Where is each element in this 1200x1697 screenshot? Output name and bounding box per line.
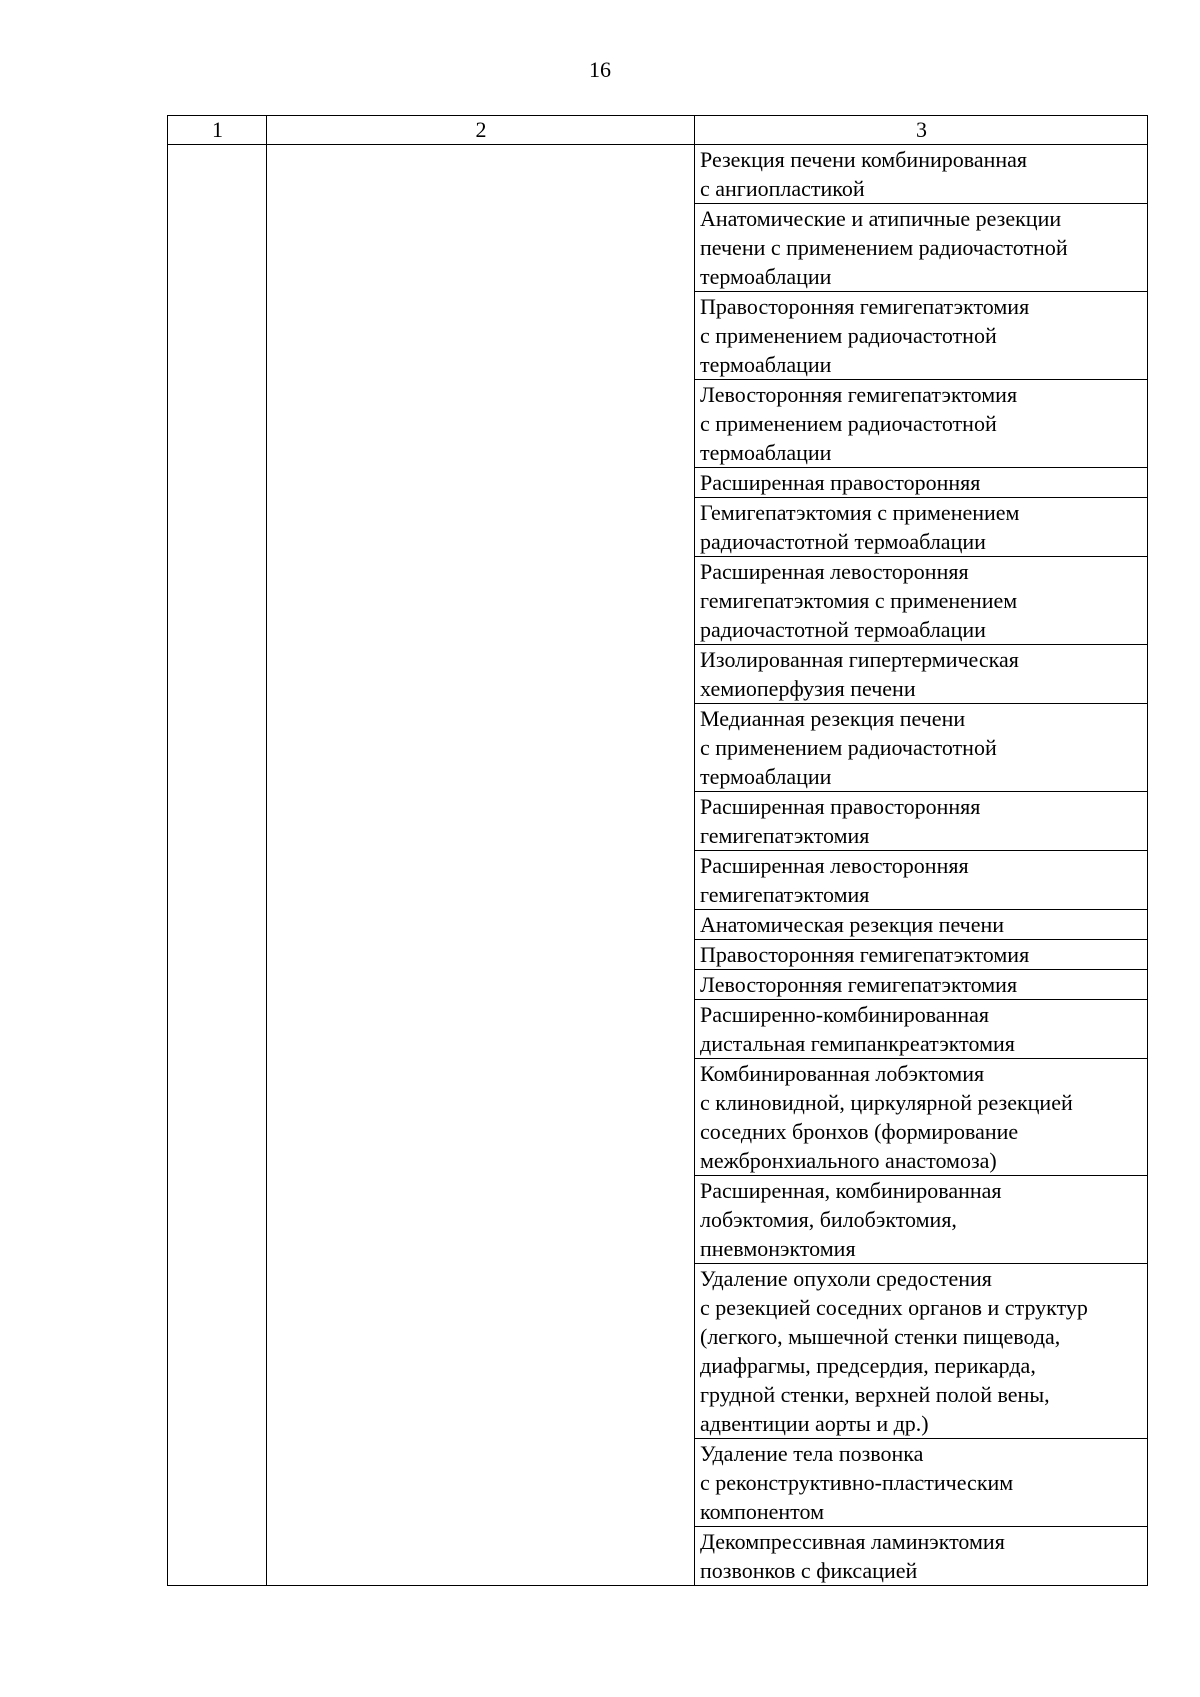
procedure-cell: Изолированная гипертермическая хемиоперфузия печени [695,645,1148,704]
column-header-1: 1 [168,116,267,145]
procedure-cell: Правосторонняя гемигепатэктомия [695,940,1148,970]
procedure-cell: Левосторонняя гемигепатэктомия [695,970,1148,1000]
procedure-cell: Анатомические и атипичные резекции печени с применением радиочастотной термоаблации [695,204,1148,292]
procedure-cell: Левосторонняя гемигепатэктомия с применением радиочастотной термоаблации [695,380,1148,468]
column-1-cell [168,145,267,1586]
column-2-cell [267,145,695,1586]
procedure-cell: Расширенная правосторонняя [695,468,1148,498]
procedure-cell: Резекция печени комбинированная с ангиопластикой [695,145,1148,204]
procedure-cell: Расширенная левосторонняя гемигепатэктомия [695,851,1148,910]
procedure-cell: Удаление тела позвонка с реконструктивно-пластическим компонентом [695,1439,1148,1527]
procedure-cell: Гемигепатэктомия с применением радиочастотной термоаблации [695,498,1148,557]
procedure-cell: Расширенная правосторонняя гемигепатэктомия [695,792,1148,851]
column-header-3: 3 [695,116,1148,145]
procedure-cell: Расширенная, комбинированная лобэктомия, билобэктомия, пневмонэктомия [695,1176,1148,1264]
procedure-cell: Декомпрессивная ламинэктомия позвонков с фиксацией [695,1527,1148,1586]
procedure-cell: Комбинированная лобэктомия с клиновидной, циркулярной резекцией соседних бронхов (формирование межбронхиального анастомоза) [695,1059,1148,1176]
procedure-cell: Расширенно-комбинированная дистальная гемипанкреатэктомия [695,1000,1148,1059]
table-header-row [168,116,1148,145]
procedure-cell: Расширенная левосторонняя гемигепатэктомия с применением радиочастотной термоаблации [695,557,1148,645]
page-number: 16 [589,57,611,82]
column-header-2: 2 [267,116,695,145]
procedure-cell: Анатомическая резекция печени [695,910,1148,940]
procedure-cell: Медианная резекция печени с применением радиочастотной термоаблации [695,704,1148,792]
table-row [168,145,1148,204]
procedure-cell: Правосторонняя гемигепатэктомия с применением радиочастотной термоаблации [695,292,1148,380]
procedures-table [167,115,1148,1586]
procedure-cell: Удаление опухоли средостения с резекцией соседних органов и структур (легкого, мышечной стенки пищевода, диафрагмы, предсердия, перикарда, грудной стенки, верхней полой вены, адвентиции аорты и др.) [695,1264,1148,1439]
table-body [168,145,1148,1586]
